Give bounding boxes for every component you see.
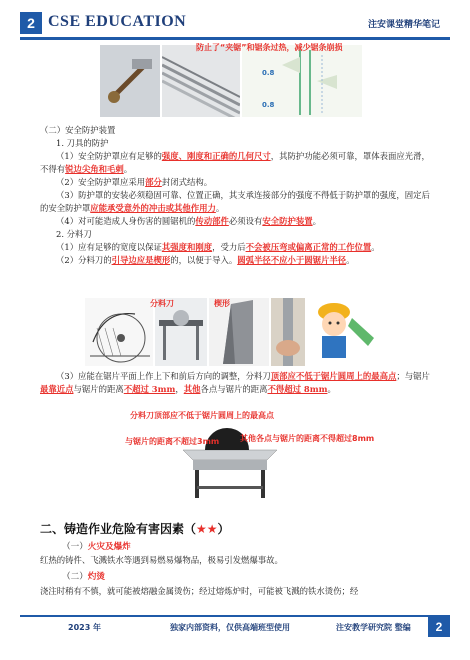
header-page-number: 2 <box>20 12 42 34</box>
paragraph-guard-strength: （1）安全防护罩应有足够的强度、刚度和正确的几何尺寸，其防护功能必须可靠，罩体表面应光滑，不得有锐边尖角和毛刺。 <box>40 151 430 174</box>
paragraph-fire-explosion: 红热的铸件、飞溅铁水等遇到易燃易爆物品，极易引发燃爆事故。 <box>40 555 283 565</box>
label-wedge: 楔形 <box>214 299 230 308</box>
footer-editor: 注安教学研究院 整编 <box>336 623 411 632</box>
paragraph-transmission-protection: （4）对可能造成人身伤害的圆锯机的传动部件必须设有安全防护装置。 <box>56 216 321 226</box>
saw-blades-image <box>162 45 240 117</box>
top-images-caption: 防止了“夹锯”和锯条过热，减少锯条崩损 <box>196 43 343 52</box>
header-divider <box>20 37 450 40</box>
hand-saw-tool-image <box>100 45 160 117</box>
importance-stars: ★★ <box>196 522 218 536</box>
item-blade-protection: 1. 刀具的防护 <box>56 138 109 148</box>
section-title-casting-hazards: 二、铸造作业危险有害因素（★★） <box>40 522 230 536</box>
paragraph-knife-width: （1）应有足够的宽度以保证其强度和刚度，受力后不会被压弯或偏离正常的工作位置。 <box>56 242 380 252</box>
riving-knife-diagram-image <box>85 298 153 366</box>
cartoon-worker-image <box>312 298 378 366</box>
subsection-fire-explosion: （一）火灾及爆炸 <box>62 542 131 552</box>
paragraph-burns: 浇注时稍有不慎，就可能被熔融金属烫伤；经过熔炼炉时，可能被飞溅的铁水烫伤；经 <box>40 586 359 596</box>
page-header <box>0 0 470 38</box>
paragraph-knife-wedge: （2）分料刀的引导边应是楔形的，以便于导入。圆弧半径不应小于圆锯片半径。 <box>56 255 355 265</box>
footer-page-number: 2 <box>428 617 450 637</box>
paragraph-guard-installation: （3）防护罩的安装必须稳固可靠、位置正确，其支承连接部分的强度不得低于防护罩的强度，固定后的安全防护罩应能承受意外的冲击或其他作用力。 <box>40 190 430 213</box>
brand-title: CSE EDUCATION <box>48 13 187 30</box>
caption-knife-top: 分料刀顶部应不低于锯片圆周上的最高点 <box>130 411 274 420</box>
header-note-title: 注安课堂精华笔记 <box>367 20 440 30</box>
caption-nearest-point: 与锯片的距离不超过3mm <box>125 437 220 446</box>
paragraph-knife-adjustment: （3）应能在锯片平面上作上下和前后方向的调整，分料刀顶部应不低于锯片圆周上的最高点；与锯片最靠近点与锯片的距离不超过 3mm，其他各点与锯片的距离不得超过 8mm。 <box>40 371 430 394</box>
paragraph-guard-structure: （2）安全防护罩应采用部分封闭式结构。 <box>56 177 213 187</box>
knife-hand-photo <box>271 298 305 366</box>
diagram-label-2: 0.8 <box>262 101 275 109</box>
label-riving-knife: 分料刀 <box>150 299 174 308</box>
saw-tooth-diagram-image <box>242 45 362 117</box>
item-riving-knife: 2. 分料刀 <box>56 229 92 239</box>
subsection-burns: （二）灼烫 <box>62 572 105 582</box>
caption-other-points: 其他各点与锯片的距离不得超过8mm <box>240 434 375 443</box>
footer-divider <box>20 615 450 617</box>
diagram-label-1: 0.8 <box>262 69 275 77</box>
footer-internal-note: 独家内部资料，仅供高端班型使用 <box>170 623 290 632</box>
footer-year: 2023 年 <box>68 623 102 632</box>
section-heading-safety-devices: （二）安全防护装置 <box>40 125 116 135</box>
